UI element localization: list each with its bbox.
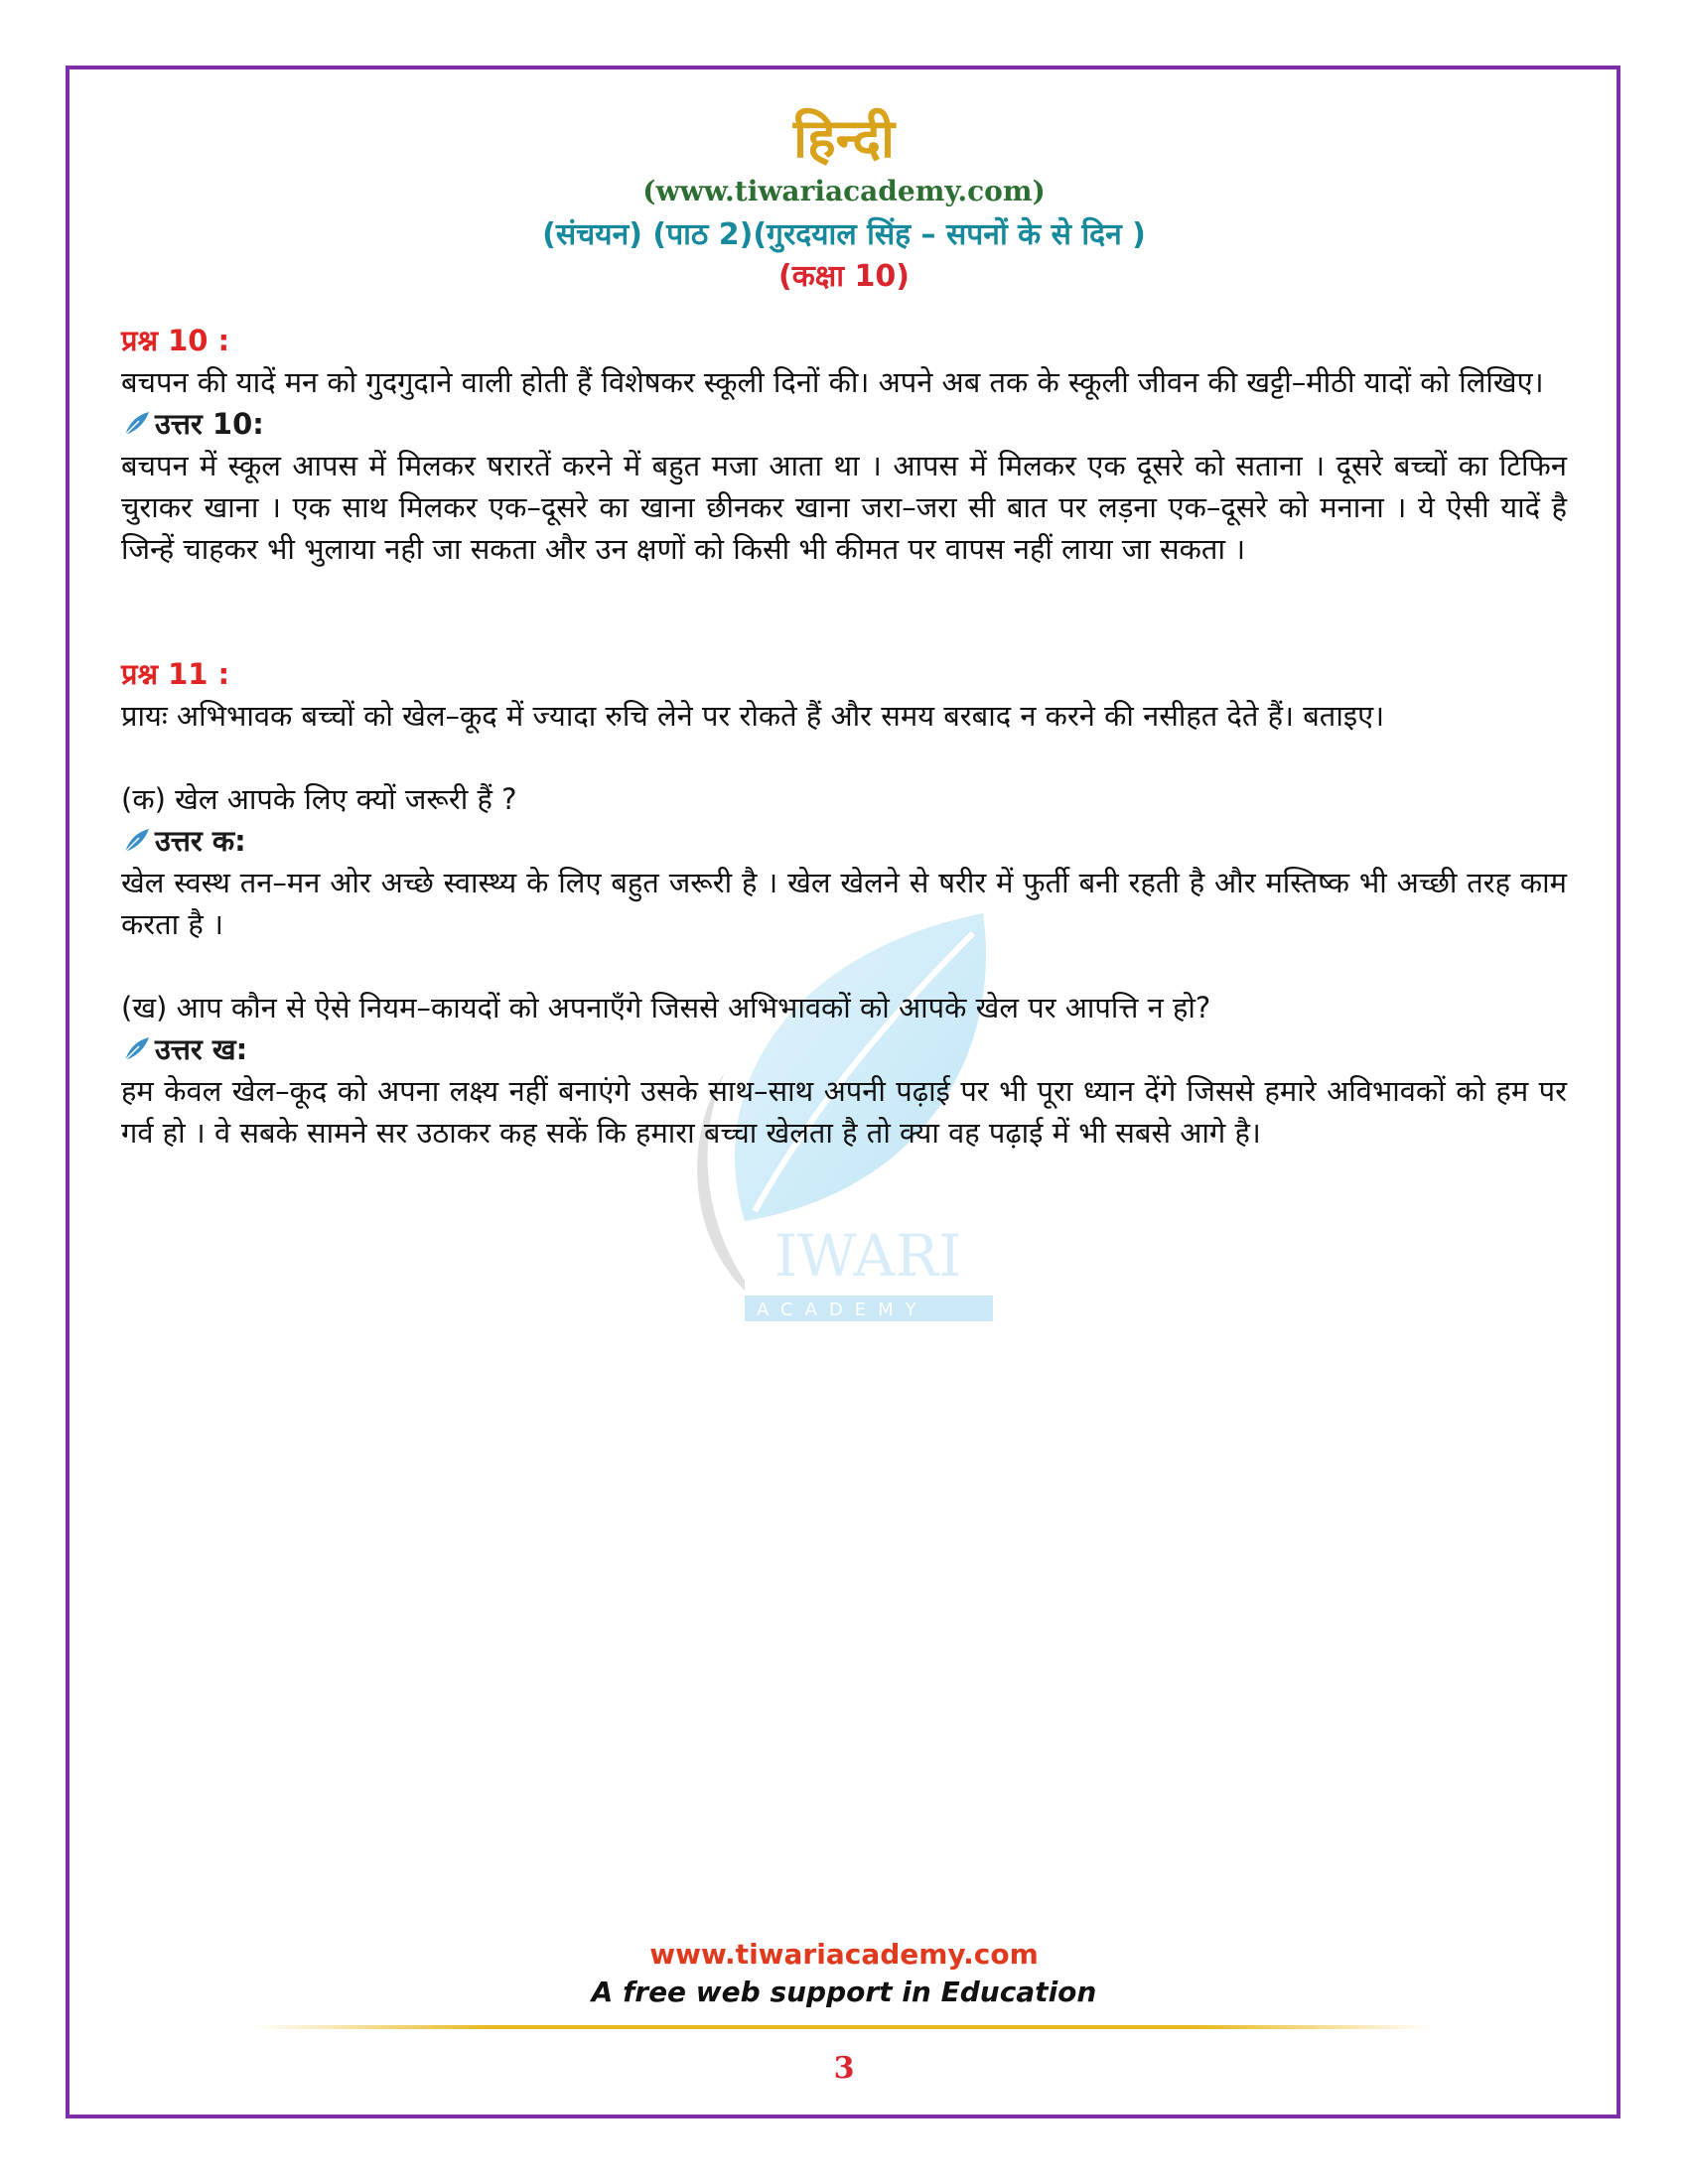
quill-icon	[121, 1034, 151, 1064]
answer-a-label: उत्तर क:	[155, 824, 246, 858]
footer-url[interactable]: www.tiwariacademy.com	[649, 1938, 1039, 1971]
question-11-part-b: (ख) आप कौन से ऐसे नियम–कायदों को अपनाएँगे जिससे अभिभावकों को आपके खेल पर आपत्ति न हो?	[121, 991, 1211, 1024]
answer-b-label: उत्तर ख:	[155, 1032, 248, 1066]
page-number: 3	[833, 2051, 855, 2086]
question-11-label: प्रश्न 11 :	[121, 657, 230, 691]
answer-b-text: हम केवल खेल–कूद को अपना लक्ष्य नहीं बनाएंगे उसके साथ–साथ अपनी पढ़ाई पर भी पूरा ध्यान देंगे जिससे हमारे अविभावकों को हम पर गर्व हो । वे सबके सामने सर उठाकर कह सकें कि हमारा बच्चा खेलता है तो क्या वह पढ़ाई में भी सबसे आगे है।	[121, 1074, 1567, 1150]
page-title: हिन्दी	[792, 107, 895, 170]
content	[121, 320, 1567, 1154]
answer-10-heading	[121, 403, 1567, 445]
quill-icon	[121, 826, 151, 856]
quill-icon	[121, 409, 151, 439]
question-10-text: बचपन की यादें मन को गुदगुदाने वाली होती हैं विशेषकर स्कूली दिनों की। अपने अब तक के स्कूली जीवन की खट्टी–मीठी यादों को लिखिए।	[121, 365, 1544, 399]
header-url[interactable]: (www.tiwariacademy.com)	[642, 175, 1046, 207]
class-heading: (कक्षा 10)	[778, 259, 910, 294]
footer-tagline: A free web support in Education	[591, 1976, 1097, 2008]
watermark-word: IWARI	[774, 1222, 962, 1290]
answer-a-heading	[121, 820, 1567, 862]
footer-divider	[253, 2025, 1435, 2029]
answer-b-heading	[121, 1028, 1567, 1070]
answer-a-text: खेल स्वस्थ तन–मन ओर अच्छे स्वास्थ्य के लिए बहुत जरूरी है । खेल खेलने से षरीर में फुर्ती बनी रहती है और मस्तिष्क भी अच्छी तरह काम करता है ।	[121, 866, 1567, 941]
answer-10-label: उत्तर 10:	[155, 407, 264, 441]
question-11-part-a: (क) खेल आपके लिए क्यों जरूरी हैं ?	[121, 782, 517, 816]
lesson-heading: (संचयन) (पाठ 2)(गुरदयाल सिंह – सपनों के से दिन )	[542, 217, 1146, 252]
question-10-label: प्रश्न 10 :	[121, 324, 230, 357]
question-11-text: प्रायः अभिभावक बच्चों को खेल–कूद में ज्यादा रुचि लेने पर रोकते हैं और समय बरबाद न करने की नसीहत देते हैं। बताइए।	[121, 699, 1385, 733]
watermark-sub: ACADEMY	[757, 1299, 928, 1320]
answer-10-text: बचपन में स्कूल आपस में मिलकर षरारतें करने में बहुत मजा आता था । आपस में मिलकर एक दूसरे को सताना । दूसरे बच्चों का टिफिन चुराकर खाना । एक साथ मिलकर एक–दूसरे का खाना छीनकर खाना जरा–जरा सी बात पर लड़ना एक–दूसरे को मनाना । ये ऐसी यादें है जिन्हें चाहकर भी भुलाया नही जा सकता और उन क्षणों को किसी भी कीमत पर वापस नहीं लाया जा सकता ।	[121, 449, 1567, 566]
